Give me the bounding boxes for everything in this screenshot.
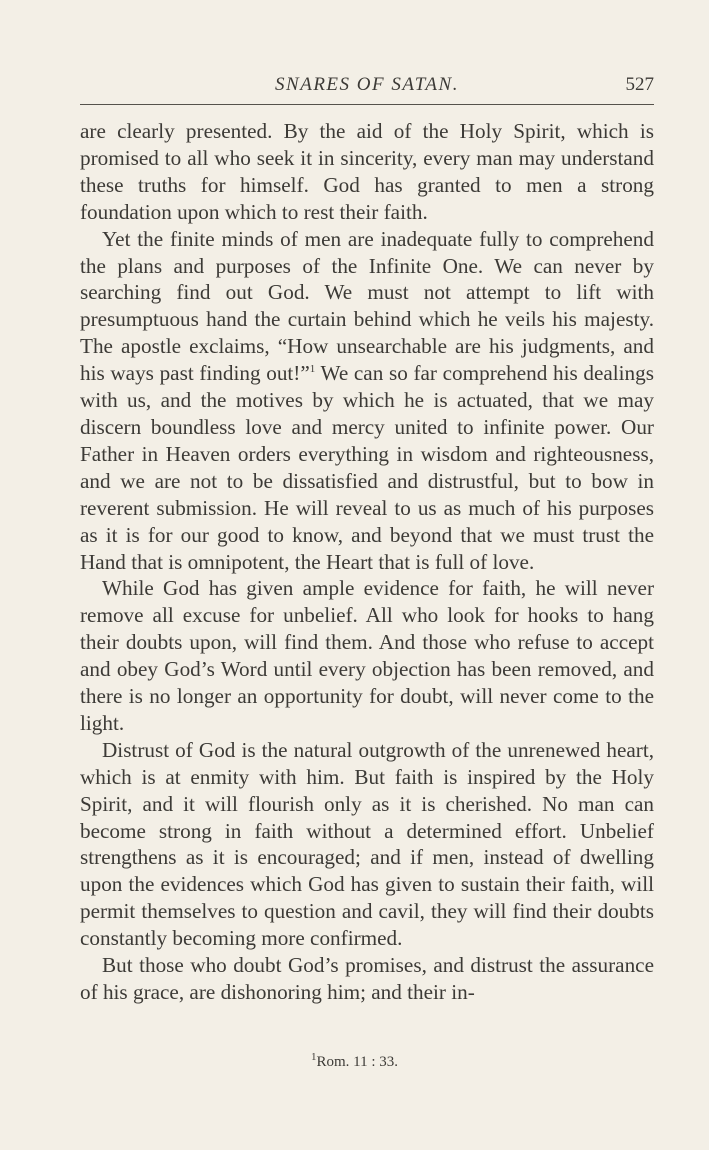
footnote-text: Rom. 11 : 33. [316, 1054, 399, 1070]
paragraph-4: Distrust of God is the natural outgrowth of the unrenewed heart, which is at enmity with him. But faith is inspired by the Holy Spirit, and it will flourish only as it is cherished. No man can become strong in faith without a determined effort. Unbelief strengthens as it is encouraged; and if men, instead of dwelling upon the evidences which God has given to sustain their faith, will permit themselves to question and cavil, they will find their doubts constantly becoming more confirmed. [80, 737, 654, 951]
paragraph-2-continued: We can so far comprehend his dealings with us, and the motives by which he is actuated, that we may discern boundless love and mercy united to infinite power. Our Father in Heaven orders everything in wisdom and righteousness, and we are not to be dissatisfied and distrustful, but to bow in reverent submission. He will reveal to us as much of his purposes as it is for our good to know, and beyond that we must trust the Hand that is omnipotent, the Heart that is full of love. [80, 361, 654, 574]
footnote [0, 1051, 709, 1071]
paragraph-3: While God has given ample evidence for faith, he will never remove all excuse for unbelief. All who look for hooks to hang their doubts upon, will find them. And those who refuse to accept and obey God’s Word until every objection has been removed, and there is no longer an opportunity for doubt, will never come to the light. [80, 576, 654, 735]
footnote-reference: 1 [309, 363, 316, 376]
footnote-marker: 1 [310, 1051, 317, 1063]
running-head [80, 74, 654, 100]
paragraph-5: But those who doubt God’s promises, and distrust the assurance of his grace, are dishonoring him; and their in- [80, 953, 654, 1004]
page-number: 527 [625, 74, 654, 95]
body-text [80, 118, 654, 1006]
header-rule [80, 104, 654, 105]
running-title: SNARES OF SATAN. [275, 74, 459, 95]
paragraph-2-text: Yet the finite minds of men are inadequate fully to comprehend the plans and purposes of the Infinite One. We can never by searching find out God. We must not attempt to lift with presumptuous hand the curtain behind which he veils his majesty. The apostle exclaims, “How unsearchable are his judgments, and his ways past finding out!” [80, 226, 654, 386]
paragraph-2 [80, 226, 654, 576]
paragraph-1: are clearly presented. By the aid of the Holy Spirit, which is promised to all who seek it in sincerity, every man may understand these truths for himself. God has granted to men a strong foundation upon which to rest their faith. [80, 119, 654, 224]
